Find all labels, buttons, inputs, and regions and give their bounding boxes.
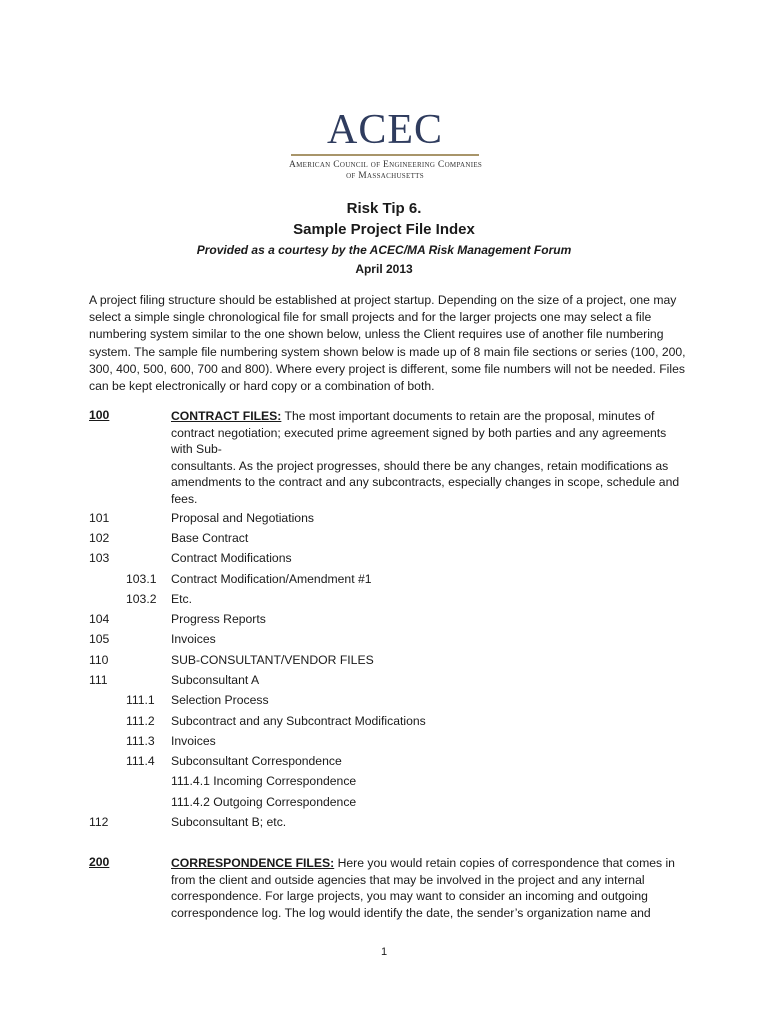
index-code: 111 [89,673,108,687]
section-200-heading: CORRESPONDENCE FILES: [171,856,335,870]
index-code: 111.2 [126,714,155,728]
document-title-line1: Risk Tip 6. [346,200,422,217]
section-200-body [171,855,691,921]
index-code: 110 [89,653,109,667]
index-label: Proposal and Negotiations [171,511,314,525]
document-date: April 2013 [355,262,413,276]
intro-paragraph: A project filing structure should be established at project startup. Depending on the size of a project, one may select a simple single chronological file for small projects and for the larger projects one may select a file numbering system similar to the one shown below, unless the Client requires use of another file numbering system. The sample file numbering system shown below is made up of 8 main file sections or series (100, 200, 300, 400, 500, 600, 700 and 800). Where every project is different, some file numbers will not be needed. Files can be kept electronically or hard copy or a combination of both. [89,293,686,394]
index-label: Invoices [171,632,216,646]
index-label: Base Contract [171,531,249,545]
section-100-text1: The most important documents to retain are the proposal, minutes of contract negotiation; executed prime agreement signed by both parties and any agreements with Sub- [171,409,667,457]
index-label: 111.4.2 Outgoing Correspondence [171,795,357,809]
index-label: 111.4.1 Incoming Correspondence [171,774,357,788]
courtesy-line: Provided as a courtesy by the ACEC/MA Risk Management Forum [196,243,572,257]
index-label: Subcontract and any Subcontract Modifications [171,714,426,728]
section-100-heading: CONTRACT FILES: [171,409,282,423]
logo-divider [291,154,479,156]
index-code: 105 [89,632,110,646]
index-code: 104 [89,612,110,626]
index-code: 102 [89,531,110,545]
logo-wordmark: ACEC [326,107,443,153]
index-code: 112 [89,815,109,829]
section-100-body [171,408,691,508]
index-label: Subconsultant A [171,673,260,687]
section-200-number: 200 [89,855,110,869]
page-number: 1 [380,946,388,958]
index-label: Subconsultant Correspondence [171,754,342,768]
section-200-text: Here you would retain copies of correspondence that comes in from the client and outside agencies that may be involved in the project and any internal correspondence. For large projects, you may want to consider an incoming and outgoing correspondence log. The log would identify the date, the sender’s organization name and [171,856,675,920]
index-code: 103 [89,551,110,565]
logo-subtitle-line1: American Council of Engineering Companies [289,160,483,170]
index-code: 103.1 [126,572,157,586]
section-100-number: 100 [89,408,110,422]
index-label: Contract Modification/Amendment #1 [171,572,372,586]
index-label: SUB-CONSULTANT/VENDOR FILES [171,653,374,667]
index-code: 101 [89,511,110,525]
document-title-line2: Sample Project File Index [293,221,475,238]
index-label: Selection Process [171,693,269,707]
index-label: Progress Reports [171,612,266,626]
index-code: 111.3 [126,734,155,748]
index-code: 111.1 [126,693,155,707]
index-label: Contract Modifications [171,551,292,565]
index-label: Invoices [171,734,216,748]
index-code: 111.4 [126,754,155,768]
index-label: Etc. [171,592,192,606]
section-100-text2: consultants. As the project progresses, should there be any changes, retain modifications as amendments to the contract and any subcontracts, especially changes in scope, schedule and fees. [171,458,680,506]
index-label: Subconsultant B; etc. [171,815,287,829]
acec-logo [289,108,481,188]
logo-subtitle-line2: of Massachusetts [346,171,424,181]
index-code: 103.2 [126,592,157,606]
